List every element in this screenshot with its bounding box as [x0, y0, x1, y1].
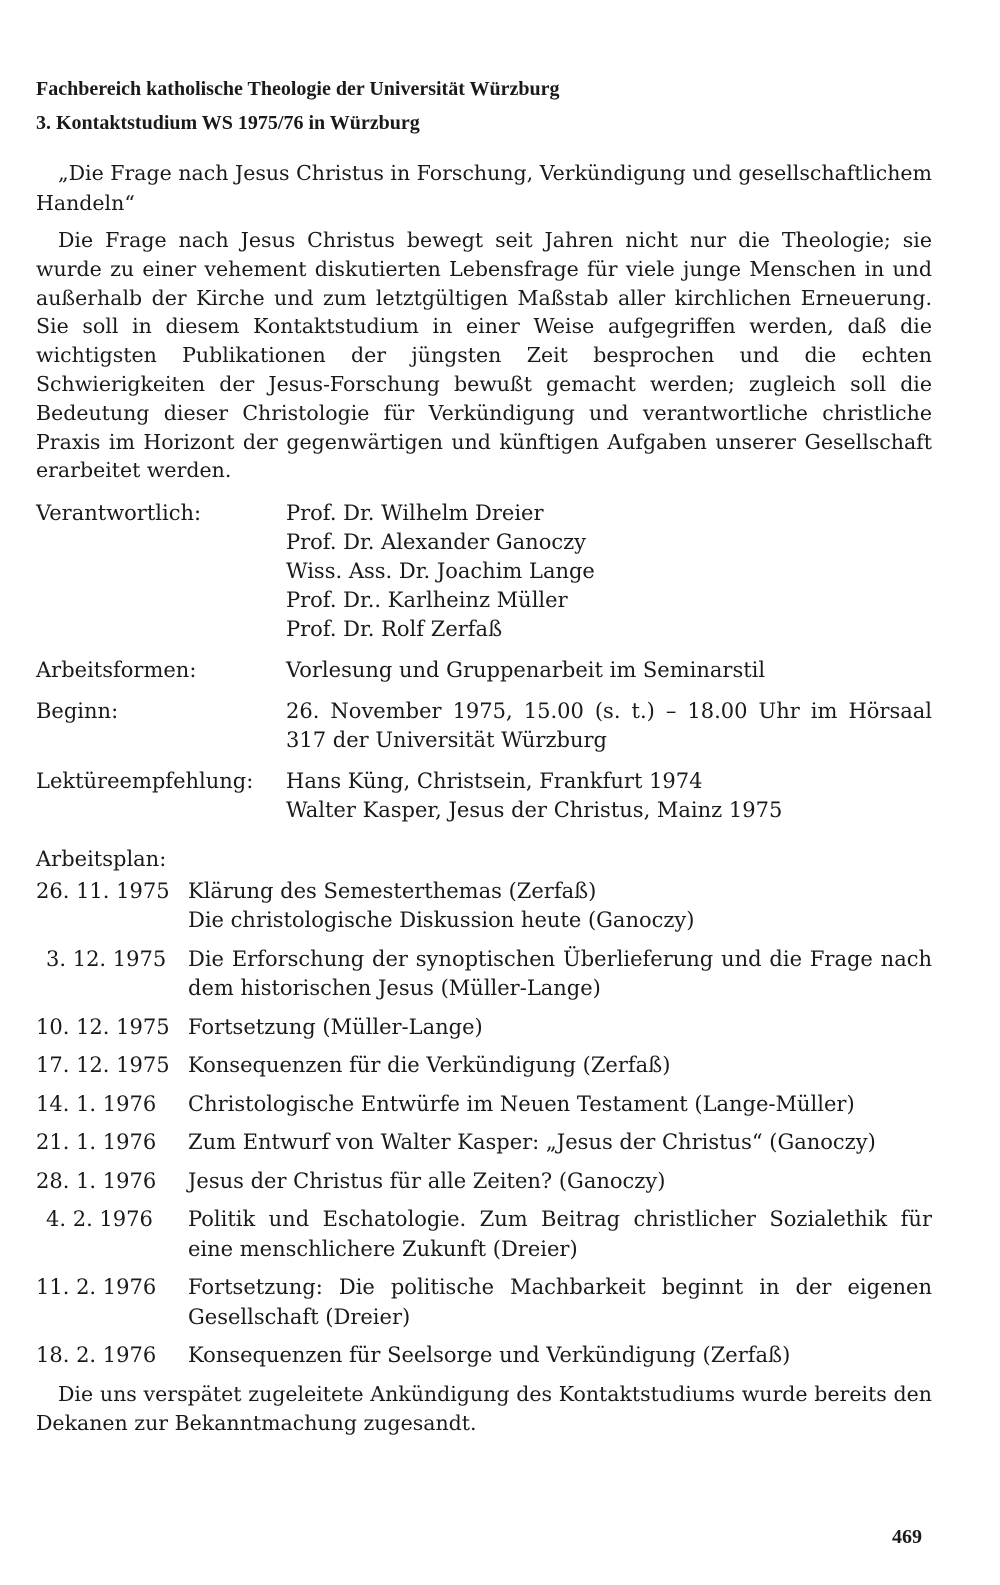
session-topic: [188, 877, 932, 936]
work-plan-label: Arbeitsplan:: [36, 847, 167, 872]
plan-session: [36, 1167, 932, 1197]
plan-session: [36, 1090, 932, 1120]
plan-session: [36, 1341, 932, 1371]
plan-session: [36, 945, 932, 1004]
plan-session: [36, 1128, 932, 1158]
session-topic-line: Klärung des Semesterthemas (Zerfaß): [188, 878, 597, 903]
responsible-name: Prof. Dr. Alexander Ganoczy: [286, 530, 587, 555]
responsible-label: Verantwortlich:: [36, 501, 202, 526]
session-date: 21. 1. 1976: [36, 1130, 157, 1155]
page-number: 469: [892, 1526, 922, 1548]
plan-session: [36, 1273, 932, 1332]
responsible-name: Prof. Dr.. Karlheinz Müller: [286, 588, 568, 613]
session-topic: Politik und Eschatologie. Zum Beitrag christlicher Sozialethik für eine menschlichere Zukunft (Dreier): [188, 1207, 932, 1261]
session-topic: Konsequenzen für Seelsorge und Verkündigung (Zerfaß): [188, 1343, 791, 1368]
reading-item: Walter Kasper, Jesus der Christus, Mainz 1975: [286, 798, 783, 823]
document-page: [36, 72, 932, 1438]
work-plan: [36, 845, 932, 1371]
course-heading: 3. Kontaktstudium WS 1975/76 in Würzburg: [36, 112, 420, 134]
session-topic: Jesus der Christus für alle Zeiten? (Ganoczy): [188, 1168, 666, 1193]
formats-label: Arbeitsformen:: [36, 658, 197, 683]
program-title: „Die Frage nach Jesus Christus in Forschung, Verkündigung und gesellschaftlichem Handeln“: [36, 161, 932, 215]
session-topic: Fortsetzung (Müller-Lange): [188, 1014, 483, 1039]
session-date: 26. 11. 1975: [36, 878, 170, 903]
session-topic: Die Erforschung der synoptischen Überlieferung und die Frage nach dem historischen Jesus (Müller-Lange): [188, 946, 932, 1001]
formats-row: [36, 656, 932, 685]
faculty-heading: Fachbereich katholische Theologie der Universität Würzburg: [36, 78, 560, 100]
session-topic: Zum Entwurf von Walter Kasper: „Jesus der Christus“ (Ganoczy): [188, 1130, 876, 1155]
responsible-names: [286, 499, 932, 644]
session-topic: Christologische Entwürfe im Neuen Testament (Lange-Müller): [188, 1091, 855, 1116]
reading-item: Hans Küng, Christsein, Frankfurt 1974: [286, 769, 703, 794]
plan-session: [36, 1013, 932, 1043]
intro-paragraph: Die Frage nach Jesus Christus bewegt seit Jahren nicht nur die Theologie; sie wurde zu einer vehement diskutierten Lebensfrage für viele junge Menschen in und außerhalb der Kirche und zum letztgültigen Maßstab aller kirchlichen Erneuerung. Sie soll in diesem Kontaktstudium in einer Weise aufgegriffen werden, daß die wichtigsten Publikationen der jüngsten Zeit besprochen und die echten Schwierigkeiten der Jesus-Forschung bewußt gemacht werden; zugleich soll die Bedeutung dieser Christologie für Verkündigung und verantwortliche christliche Praxis im Horizont der gegenwärtigen und künftigen Aufgaben unserer Gesellschaft erarbeitet werden.: [36, 228, 932, 483]
plan-session: [36, 1205, 932, 1264]
session-date: 18. 2. 1976: [36, 1343, 157, 1368]
session-date: 28. 1. 1976: [36, 1168, 157, 1193]
plan-session: [36, 1051, 932, 1081]
course-info: [36, 499, 932, 825]
reading-items: [286, 767, 932, 825]
session-date: 10. 12. 1975: [36, 1014, 170, 1039]
closing-note: Die uns verspätet zugeleitete Ankündigung des Kontaktstudiums wurde bereits den Dekanen zur Bekanntmachung zugesandt.: [36, 1381, 932, 1435]
responsible-name: Prof. Dr. Wilhelm Dreier: [286, 501, 544, 526]
formats-value: Vorlesung und Gruppenarbeit im Seminarstil: [286, 658, 766, 683]
start-label: Beginn:: [36, 699, 119, 724]
session-date: 4. 2. 1976: [46, 1207, 153, 1232]
reading-label: Lektüreempfehlung:: [36, 769, 254, 794]
session-topic: Fortsetzung: Die politische Machbarkeit beginnt in der eigenen Gesellschaft (Dreier): [188, 1275, 932, 1329]
responsible-row: [36, 499, 932, 644]
start-value: 26. November 1975, 15.00 (s. t.) – 18.00 Uhr im Hörsaal 317 der Universität Würzburg: [286, 699, 932, 753]
responsible-name: Wiss. Ass. Dr. Joachim Lange: [286, 559, 595, 584]
session-date: 17. 12. 1975: [36, 1053, 170, 1078]
reading-row: [36, 767, 932, 825]
responsible-name: Prof. Dr. Rolf Zerfaß: [286, 617, 503, 642]
start-row: [36, 697, 932, 755]
session-date: 11. 2. 1976: [36, 1275, 157, 1300]
session-topic: Konsequenzen für die Verkündigung (Zerfaß): [188, 1053, 671, 1078]
session-topic-line: Die christologische Diskussion heute (Ganoczy): [188, 908, 695, 933]
plan-session: [36, 877, 932, 936]
session-date: 14. 1. 1976: [36, 1091, 157, 1116]
session-date: 3. 12. 1975: [46, 946, 167, 971]
